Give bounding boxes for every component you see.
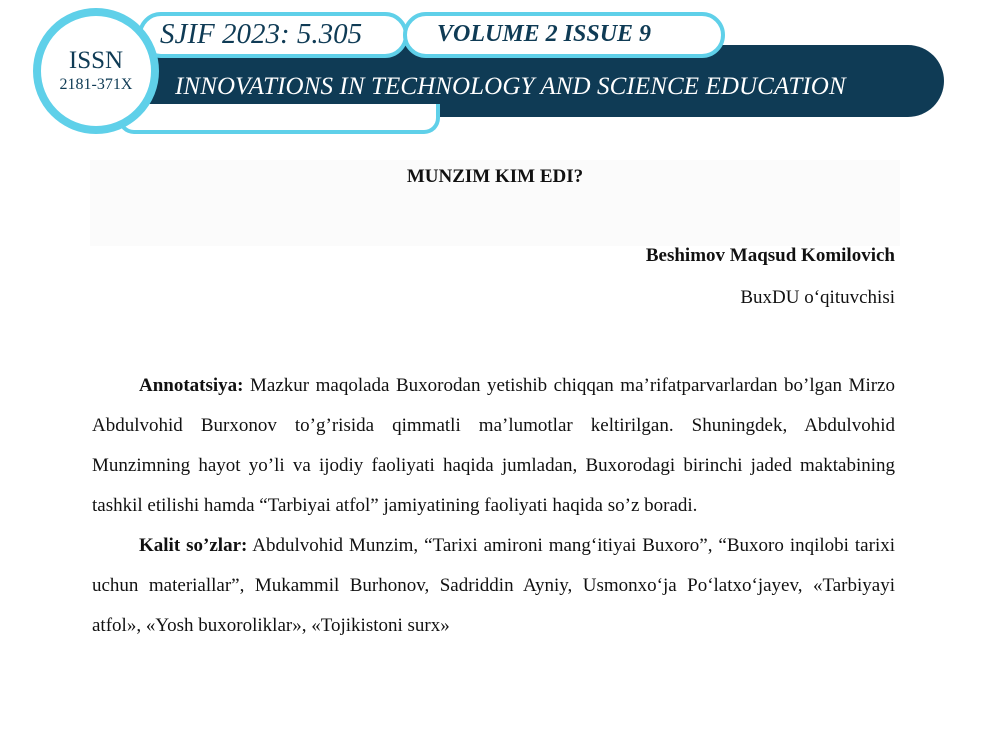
- keywords-text: Abdulvohid Munzim, “Tarixi amironi mang‘itiyai Buxoro”, “Buxoro inqilobi tarixi uchun materiallar”, Mukammil Burhonov, Sadriddin Ayniy, Usmonxo‘ja Po‘latxo‘jayev, «Tarbiyayi atfol», «Yosh buxoroliklar», «Tojikistoni surx»: [92, 535, 895, 636]
- issn-badge: [33, 8, 159, 134]
- journal-header: [0, 0, 987, 150]
- banner-underline-decoration: [118, 104, 440, 134]
- author-affiliation: BuxDU o‘qituvchisi: [740, 287, 895, 308]
- article-title: MUNZIM KIM EDI?: [406, 166, 584, 187]
- sjif-impact-factor: SJIF 2023: 5.305: [160, 18, 363, 50]
- keywords-label: Kalit so’zlar:: [139, 535, 248, 556]
- issn-label: ISSN: [68, 47, 124, 74]
- abstract-label: Annotatsiya:: [139, 375, 244, 396]
- keywords-paragraph: [92, 526, 895, 646]
- abstract-paragraph: [92, 366, 895, 526]
- article-author: Beshimov Maqsud Komilovich: [645, 245, 895, 266]
- journal-title: INNOVATIONS IN TECHNOLOGY AND SCIENCE EDUCATION: [175, 73, 846, 100]
- issn-number: 2181-371X: [59, 76, 133, 93]
- abstract-text: Mazkur maqolada Buxorodan yetishib chiqqan ma’rifatparvarlardan bo’lgan Mirzo Abdulvohid Burxonov to’g’risida qimmatli ma’lumotlar keltirilgan. Shuningdek, Abdulvohid Munzimning hayot yo’li va ijodiy faoliyati haqida jumladan, Buxorodagi birinchi jaded maktabining tashkil etilishi hamda “Tarbiyai atfol” jamiyatining faoliyati haqida so’z boradi.: [92, 375, 895, 516]
- volume-issue: VOLUME 2 ISSUE 9: [437, 21, 652, 47]
- article-body: [92, 366, 895, 646]
